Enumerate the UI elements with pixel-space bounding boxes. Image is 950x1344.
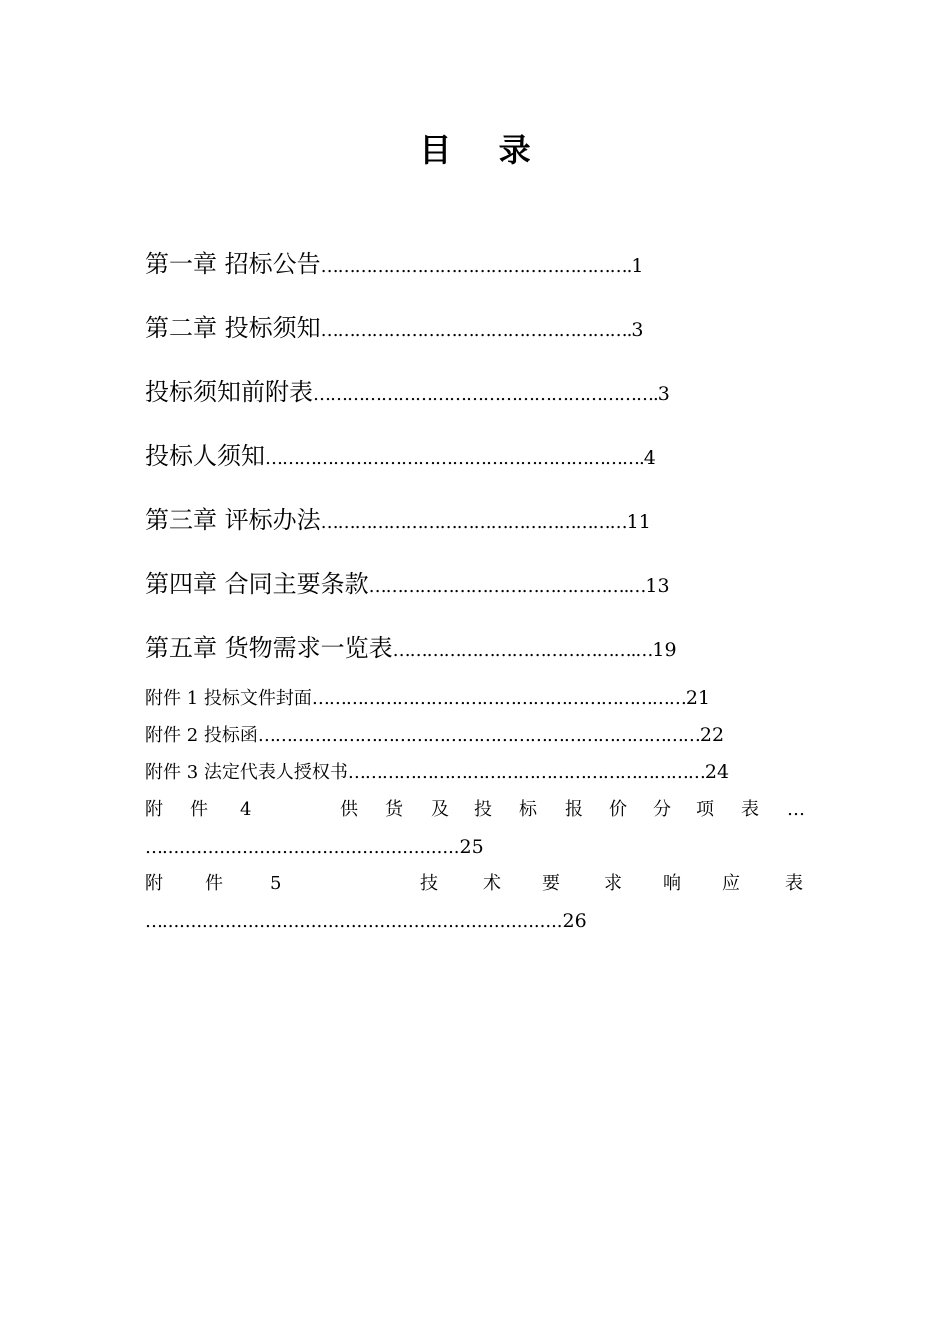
- toc-entry-word: 求: [604, 873, 622, 894]
- toc-page-number: 3: [631, 319, 644, 341]
- toc-page-number: 11: [626, 511, 651, 533]
- toc-entry-label: 第二章 投标须知: [145, 314, 321, 342]
- toc-annex-entry: [145, 722, 724, 749]
- toc-leader-dots: …………………………………………………….: [313, 384, 658, 405]
- toc-entry: [145, 504, 651, 539]
- toc-entry-word: 5: [270, 873, 282, 894]
- toc-entry-label: 附件 2 投标函: [145, 725, 258, 746]
- toc-page-number: 13: [645, 575, 670, 597]
- toc-entry-word: 标: [519, 799, 537, 820]
- toc-entry-word: 表: [741, 799, 759, 820]
- page-title: 目 录: [419, 131, 549, 169]
- toc-entry-word: 及: [431, 799, 449, 820]
- toc-entry-word: 附: [145, 873, 163, 894]
- toc-entry-word: 要: [542, 873, 560, 894]
- toc-entry-word: 项: [696, 799, 714, 820]
- toc-entry-label: 第四章 合同主要条款: [145, 570, 369, 598]
- toc-entry-word: 表: [785, 873, 803, 894]
- toc-page-number: 1: [631, 255, 644, 277]
- toc-page-number: 26: [562, 910, 587, 932]
- toc-leader-dots: ……………………………………………………………………: [257, 725, 700, 746]
- toc-entry-word: 投: [474, 799, 492, 820]
- toc-entry: [145, 312, 643, 347]
- toc-annex-entry: [145, 685, 710, 712]
- toc-entry-label: 附件 1 投标文件封面: [145, 688, 312, 709]
- toc-entry: [145, 440, 656, 475]
- toc-entry-word: 货: [385, 799, 403, 820]
- toc-entry-label: 投标须知前附表: [145, 378, 313, 406]
- toc-entry: [145, 632, 677, 667]
- toc-entry-word: 供: [340, 799, 358, 820]
- toc-entry-word: 件: [190, 799, 208, 820]
- toc-page-number: 22: [699, 724, 725, 746]
- toc-page-number: 21: [685, 687, 711, 709]
- toc-entry-label: 第三章 评标办法: [145, 506, 321, 534]
- toc-leader-dots: ………………………………………………………: [347, 762, 705, 783]
- toc-entry-word: 分: [653, 799, 671, 820]
- toc-entry-word: 响: [663, 873, 681, 894]
- toc-leader-dots: ......................................................................: [162, 911, 563, 932]
- toc-annex-entry: [145, 759, 729, 786]
- toc-entry-word: 4: [240, 799, 252, 820]
- toc-leader-dots: ………………………………………………: [320, 512, 627, 533]
- toc-entry-word: 价: [609, 799, 627, 820]
- toc-annex-entry-continuation: [145, 908, 587, 935]
- toc-entry: [145, 376, 670, 411]
- toc-leader-ellipsis: …: [145, 837, 162, 858]
- toc-page-number: 24: [704, 761, 730, 783]
- toc-page-number: 25: [459, 836, 484, 858]
- toc-page-number: 19: [652, 639, 677, 661]
- toc-annex-entry-continuation: [145, 834, 484, 861]
- toc-leader-ellipsis: …: [145, 911, 162, 932]
- toc-leader-dots: ………………………………………………………….: [265, 448, 644, 469]
- toc-entry-word: 应: [722, 873, 740, 894]
- toc-leader-dots: ……………………………………………….: [320, 256, 632, 277]
- toc-leader-dots: …………………………………………………………: [311, 688, 686, 709]
- toc-entry: [145, 568, 670, 603]
- toc-entry-label: 附件 3 法定代表人授权书: [145, 762, 348, 783]
- toc-page-number: 3: [657, 383, 670, 405]
- toc-entry-label: 第一章 招标公告: [145, 250, 321, 278]
- toc-entry-word: …: [787, 799, 805, 820]
- toc-leader-dots: ……………………………………………….: [320, 320, 632, 341]
- toc-entry-label: 第五章 货物需求一览表: [145, 634, 393, 662]
- toc-entry-label: 投标人须知: [145, 442, 265, 470]
- toc-leader-dots: ....................................................: [162, 837, 460, 858]
- toc-entry-word: 术: [483, 873, 501, 894]
- toc-leader-dots: …………………………………….…: [392, 640, 653, 661]
- toc-entry: [145, 248, 643, 283]
- toc-entry-word: 技: [420, 873, 438, 894]
- toc-entry-word: 附: [145, 799, 163, 820]
- toc-leader-dots: ……………………………………….…: [368, 576, 646, 597]
- toc-entry-word: 件: [205, 873, 223, 894]
- toc-entry-word: 报: [565, 799, 583, 820]
- toc-page-number: 4: [643, 447, 656, 469]
